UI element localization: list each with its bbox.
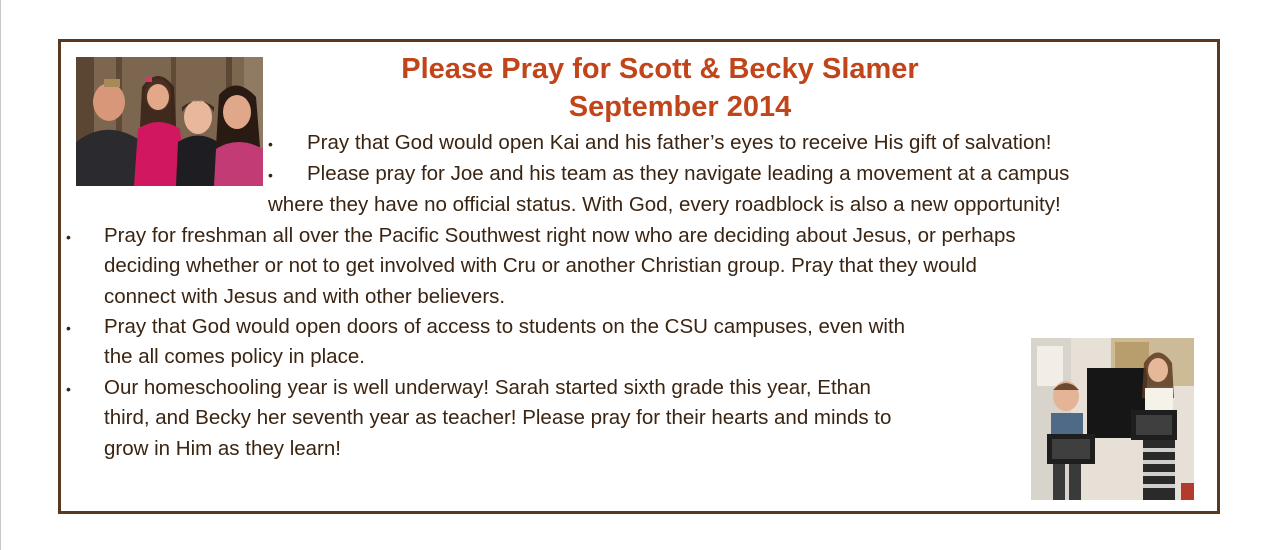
prayer-request-5-line-2: third, and Becky her seventh year as teacher! Please pray for their hearts and minds to: [104, 406, 892, 429]
bullet-4: •: [66, 320, 71, 336]
bullet-1: •: [268, 136, 273, 152]
prayer-request-3-line-3: connect with Jesus and with other believers.: [104, 285, 506, 308]
newsletter-title: Please Pray for Scott & Becky Slamer: [401, 53, 919, 85]
bullet-5: •: [66, 381, 71, 397]
bullet-2: •: [268, 167, 273, 183]
prayer-request-3-line-2: deciding whether or not to get involved with Cru or another Christian group. Pray that they would: [104, 254, 977, 277]
newsletter-date: September 2014: [568, 91, 792, 123]
kids-first-day-photo: [1031, 338, 1194, 500]
prayer-request-4-line-2: the all comes policy in place.: [104, 345, 365, 368]
prayer-request-5-line-3: grow in Him as they learn!: [104, 437, 341, 460]
prayer-request-1-line-1: Pray that God would open Kai and his father’s eyes to receive His gift of salvation!: [307, 131, 1052, 154]
prayer-request-3-line-1: Pray for freshman all over the Pacific Southwest right now who are deciding about Jesus, or perhaps: [104, 224, 1016, 247]
page-edge-rule: [0, 0, 1, 550]
prayer-request-2-line-2: where they have no official status. With God, every roadblock is also a new opportunity!: [268, 193, 1061, 216]
bullet-3: •: [66, 229, 71, 245]
family-photo: [76, 57, 263, 186]
prayer-request-4-line-1: Pray that God would open doors of access to students on the CSU campuses, even with: [104, 315, 906, 338]
prayer-request-2-line-1: Please pray for Joe and his team as they navigate leading a movement at a campus: [307, 162, 1070, 185]
prayer-request-5-line-1: Our homeschooling year is well underway! Sarah started sixth grade this year, Ethan: [104, 376, 871, 399]
